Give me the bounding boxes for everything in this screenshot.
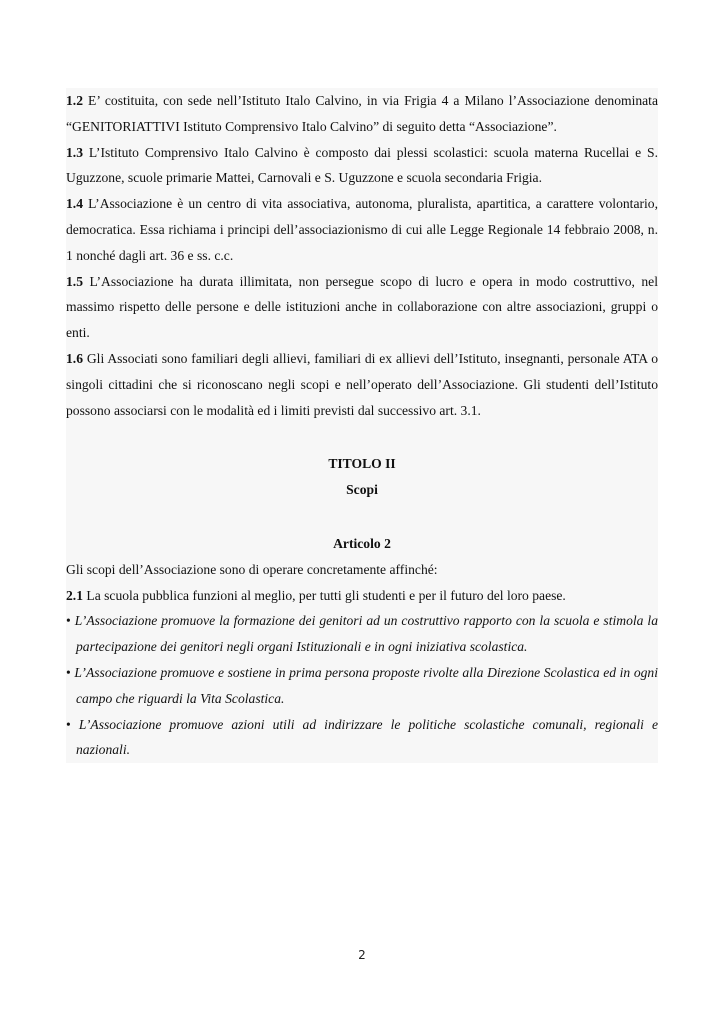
article-heading: Articolo 2 (333, 535, 391, 551)
paragraph-1-6 (66, 346, 658, 423)
article-intro: Gli scopi dell’Associazione sono di operare concretamente affinché: (66, 561, 438, 577)
bullet-text: L’Associazione promuove e sostiene in prima persona proposte rivolte alla Direzione Scolastica ed in ogni campo che riguardi la Vita Scolastica. (74, 664, 658, 706)
paragraph-number: 1.3 (66, 144, 83, 160)
spacer (66, 503, 658, 531)
bullet-item-1 (66, 608, 658, 660)
paragraph-number: 2.1 (66, 587, 83, 603)
bullet-text: L’Associazione promuove la formazione dei genitori ad un costruttivo rapporto con la scuola e stimola la partecipazione dei genitori negli organi Istituzionali e in ogni iniziativa scolastica. (74, 613, 658, 655)
paragraph-number: 1.4 (66, 196, 83, 212)
paragraph-text: E’ costituita, con sede nell’Istituto Italo Calvino, in via Frigia 4 a Milano l’Associazione denominata “GENITORIATTIVI Istituto Comprensivo Italo Calvino” di seguito detta “Associazione”. (66, 93, 658, 134)
paragraph-2-1 (66, 583, 658, 609)
bullet-text: L’Associazione promuove azioni utili ad indirizzare le politiche scolastiche comunali, regionali e nazionali. (76, 716, 658, 758)
section-title: TITOLO II (328, 456, 396, 472)
document-body (66, 88, 658, 763)
paragraph-text: Gli Associati sono familiari degli allievi, familiari di ex allievi dell’Istituto, insegnanti, personale ATA o singoli cittadini che si riconoscano negli scopi e nell’operato dell’Associazione. Gli studenti dell’Istituto possono associarsi con le modalità ed i limiti previsti dal successivo art. 3.1. (66, 350, 658, 418)
bullet-icon: • (66, 613, 71, 629)
bullet-item-2 (66, 660, 658, 712)
paragraph-number: 1.5 (66, 273, 83, 289)
bullet-item-3 (66, 712, 658, 764)
paragraph-number: 1.6 (66, 350, 83, 366)
paragraph-text: La scuola pubblica funzioni al meglio, per tutti gli studenti e per il futuro del loro paese. (86, 587, 566, 603)
spacer (66, 423, 658, 451)
paragraph-text: L’Associazione ha durata illimitata, non persegue scopo di lucro e opera in modo costruttivo, nel massimo rispetto delle persone e delle istituzioni anche in collaborazione con altre associazioni, gruppi o enti. (66, 273, 658, 341)
paragraph-1-4 (66, 191, 658, 268)
bullet-icon: • (66, 664, 71, 680)
paragraph-text: L’Associazione è un centro di vita associativa, autonoma, pluralista, apartitica, a carattere volontario, democratica. Essa richiama i principi dell’associazionismo di cui alle Legge Regionale 14 febbraio 2008, n. 1 nonché dagli art. 36 e ss. c.c. (66, 196, 658, 263)
paragraph-1-5 (66, 269, 658, 346)
bullet-icon: • (66, 716, 71, 732)
paragraph-1-3 (66, 140, 658, 192)
page-number: 2 (358, 948, 366, 962)
paragraph-text: L’Istituto Comprensivo Italo Calvino è composto dai plessi scolastici: scuola materna Rucellai e S. Uguzzone, scuole primarie Mattei, Carnovali e S. Uguzzone e scuola secondaria Frigia. (66, 144, 659, 186)
paragraph-number: 1.2 (66, 93, 83, 108)
section-subtitle: Scopi (346, 482, 378, 498)
paragraph-1-2 (66, 88, 658, 140)
